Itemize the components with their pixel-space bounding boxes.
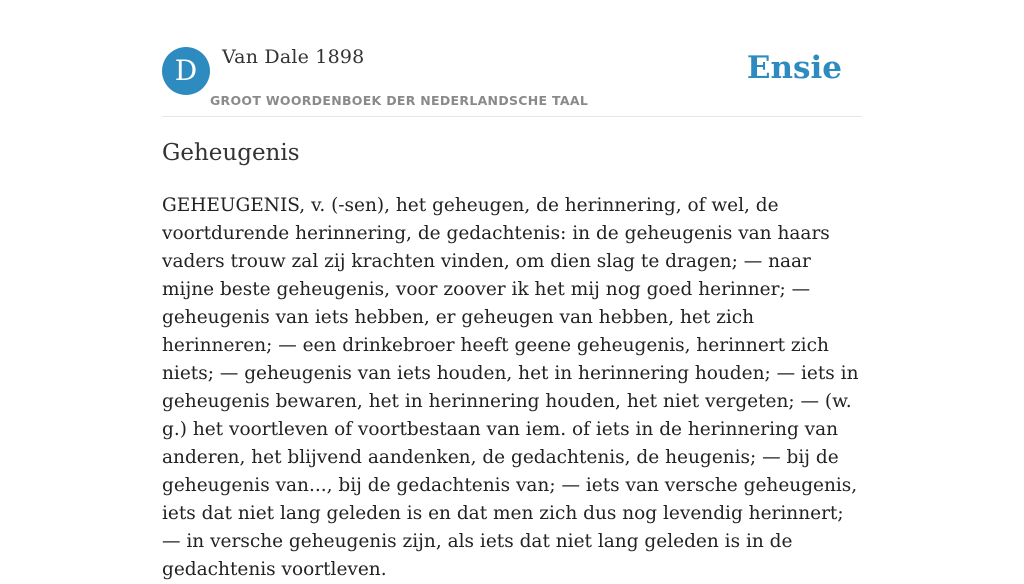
page-container [162, 0, 862, 580]
entry-title: Geheugenis [162, 140, 300, 166]
dictionary-subtitle: GROOT WOORDENBOEK DER NEDERLANDSCHE TAAL [210, 93, 589, 108]
dictionary-title[interactable]: Van Dale 1898 [222, 46, 365, 68]
brand-logo[interactable]: Ensie [746, 50, 842, 86]
dictionary-header [162, 0, 862, 117]
dictionary-logo-icon[interactable]: D [162, 47, 210, 95]
entry-body: GEHEUGENIS, v. (-sen), het geheugen, de herinnering, of wel, de voortdurende herinnering, de gedachtenis: in de geheugenis van haars vaders trouw zal zij krachten vinden, om dien slag te dragen; — naar mijne beste geheugenis, voor zoover ik het mij nog goed herinner; — geheugenis van iets hebben, er geheugen van hebben, het zich herinneren; — een drinkebroer heeft geene geheugenis, herinnert zich niets; — geheugenis van iets houden, het in herinnering houden; — iets in geheugenis bewaren, het in herinnering houden, het niet vergeten; — (w. g.) het voortleven of voortbestaan van iem. of iets in de herinnering van anderen, het blijvend aandenken, de gedachtenis, de heugenis; — bij de geheugenis van..., bij de gedachtenis van; — iets van versche geheugenis, iets dat niet lang geleden is en dat men zich dus nog levendig herinnert; — in versche geheugenis zijn, als iets dat niet lang geleden is in de gedachtenis voortleven. [162, 195, 859, 580]
